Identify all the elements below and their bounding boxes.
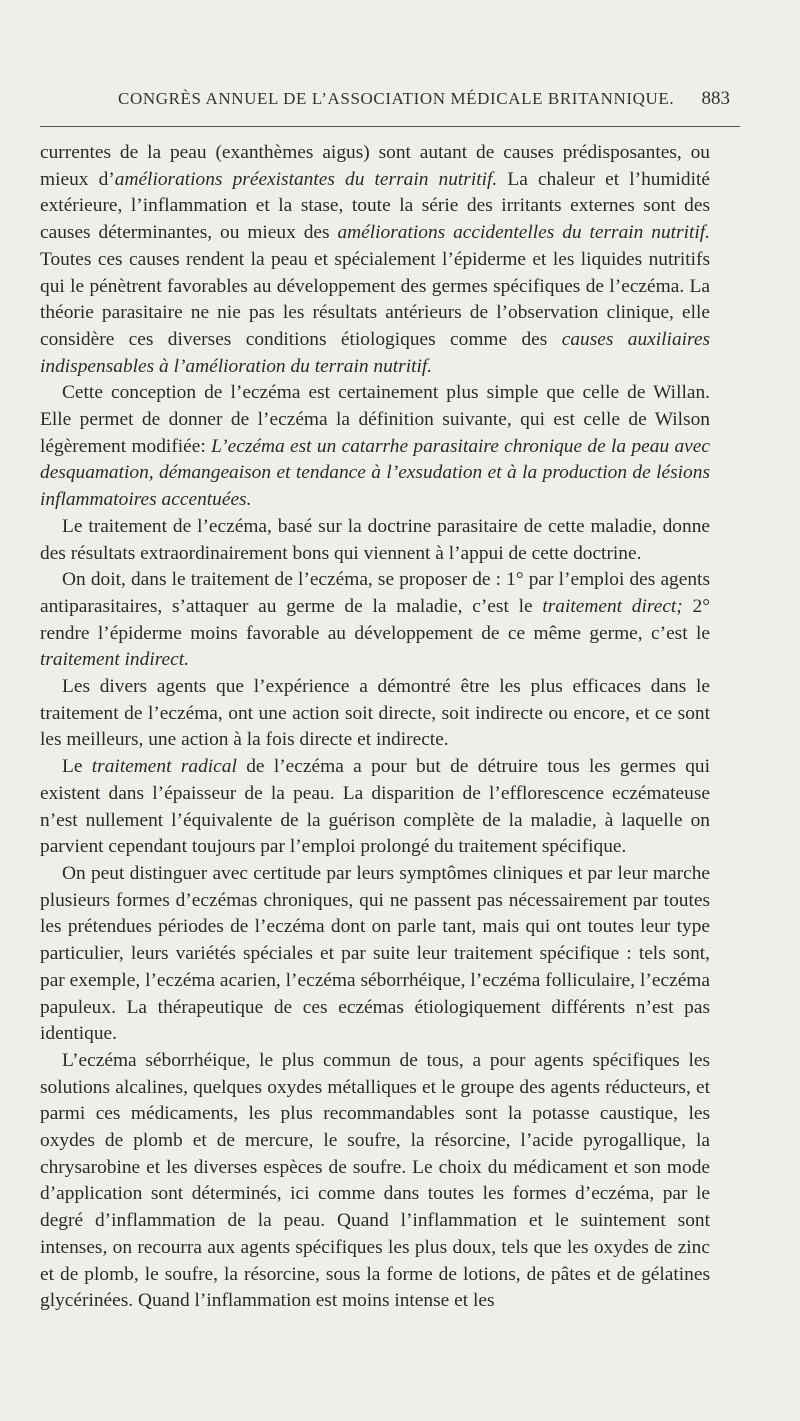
paragraph <box>40 140 710 380</box>
text-run: Toutes ces causes rendent la peau et spécialement l’épiderme et les liquides nutritifs qui le pénètrent favorables au développement des germes spécifiques de l’eczéma. La théorie parasitaire ne nie pas les résultats antérieurs de l’observation clinique, elle considère ces diverses conditions étiologiques comme des <box>40 248 710 350</box>
text-run: On doit, dans le traitement de l’eczéma, se proposer de : 1° par l’emploi des agents antiparasitaires, s’attaquer au germe de la maladie, c’est le <box>40 569 710 617</box>
paragraph <box>40 861 710 1048</box>
header-rule <box>40 126 740 127</box>
italic-text: améliorations accidentelles du terrain nutritif. <box>337 222 710 244</box>
italic-text: traitement indirect. <box>40 649 189 671</box>
running-title: CONGRÈS ANNUEL DE L’ASSOCIATION MÉDICALE BRITANNIQUE. <box>118 89 675 108</box>
paragraph <box>40 1048 710 1315</box>
text-run: On peut distinguer avec certitude par leurs symptômes cliniques et par leur marche plusieurs formes d’eczémas chroniques, qui ne passent pas nécessairement par toutes les prétendues périodes de l’eczéma dont on parle tant, mais qui ont toutes leur type particulier, leurs variétés spéciales et par suite leur traitement spécifique : tels sont, par exemple, l’eczéma acarien, l’eczéma séborrhéique, l’eczéma folliculaire, l’eczéma papuleux. La thérapeutique de ces eczémas étiologiquement différents n’est pas identique. <box>40 862 710 1045</box>
text-run: Le traitement de l’eczéma, basé sur la doctrine parasitaire de cette maladie, donne des résultats extraordinairement bons qui viennent à l’appui de cette doctrine. <box>40 515 710 564</box>
italic-text: L’eczéma est un catarrhe parasitaire chronique de la peau avec desquamation, démangeaison et tendance à l’exsudation et à la production de lésions inflammatoires accentuées. <box>40 435 710 511</box>
italic-text: améliorations préexistantes du terrain nutritif. <box>114 168 498 190</box>
text-run: Les divers agents que l’expérience a démontré être les plus efficaces dans le traitement de l’eczéma, ont une action soit directe, soit indirecte ou encore, et ce sont les meilleurs, une action à la fois directe et indirecte. <box>40 676 710 751</box>
text-run: de l’eczéma a pour but de détruire tous les germes qui existent dans l’épaisseur de la peau. La disparition de l’efflorescence eczémateuse n’est nullement l’équivalente de la guérison complète de la maladie, à laquelle on parvient cependant toujours par l’emploi prolongé du traitement spécifique. <box>40 756 710 858</box>
paragraph <box>40 380 710 514</box>
body-text <box>40 140 710 1315</box>
text-run: La chaleur et l’humidité extérieure, l’inflammation et la stase, toute la série des irritants externes sont des causes déterminantes, ou mieux des <box>40 168 711 244</box>
italic-text: causes auxiliaires indispensables à l’amélioration du terrain nutritif. <box>40 328 711 377</box>
paragraph <box>40 567 710 674</box>
text-run: Cette conception de l’eczéma est certainement plus simple que celle de Willan. Elle permet de donner de l’eczéma la définition suivante, qui est celle de Wilson légèrement modifiée: <box>40 382 710 457</box>
italic-text: traitement radical <box>91 756 237 778</box>
page-header <box>0 84 800 114</box>
paragraph <box>40 514 710 567</box>
text-run: currentes de la peau (exanthèmes aigus) sont autant de causes prédisposantes, ou mieux d’ <box>40 142 710 190</box>
paragraph <box>40 674 710 754</box>
page-number: 883 <box>701 88 730 109</box>
text-run: L’eczéma séborrhéique, le plus commun de tous, a pour agents spécifiques les solutions alcalines, quelques oxydes métalliques et le groupe des agents réducteurs, et parmi ces médicaments, les plus recommandables sont la potasse caustique, les oxydes de plomb et de mercure, le soufre, la résorcine, l’acide pyrogallique, la chrysarobine et les diverses espèces de soufre. Le choix du médicament et son mode d’application sont déterminés, ici comme dans toutes les formes d’eczéma, par le degré d’inflammation de la peau. Quand l’inflammation et le suintement sont intenses, on recourra aux agents spécifiques les plus doux, tels que les oxydes de zinc et de plomb, le soufre, la résorcine, sous la forme de lotions, de pâtes et de gélatines glycérinées. Quand l’inflammation est moins intense et les <box>40 1049 710 1312</box>
text-run: Le <box>62 756 92 778</box>
paragraph <box>40 754 710 861</box>
italic-text: traitement direct; <box>542 595 683 617</box>
text-run: 2° rendre l’épiderme moins favorable au développement de ce même germe, c’est le <box>40 595 710 644</box>
